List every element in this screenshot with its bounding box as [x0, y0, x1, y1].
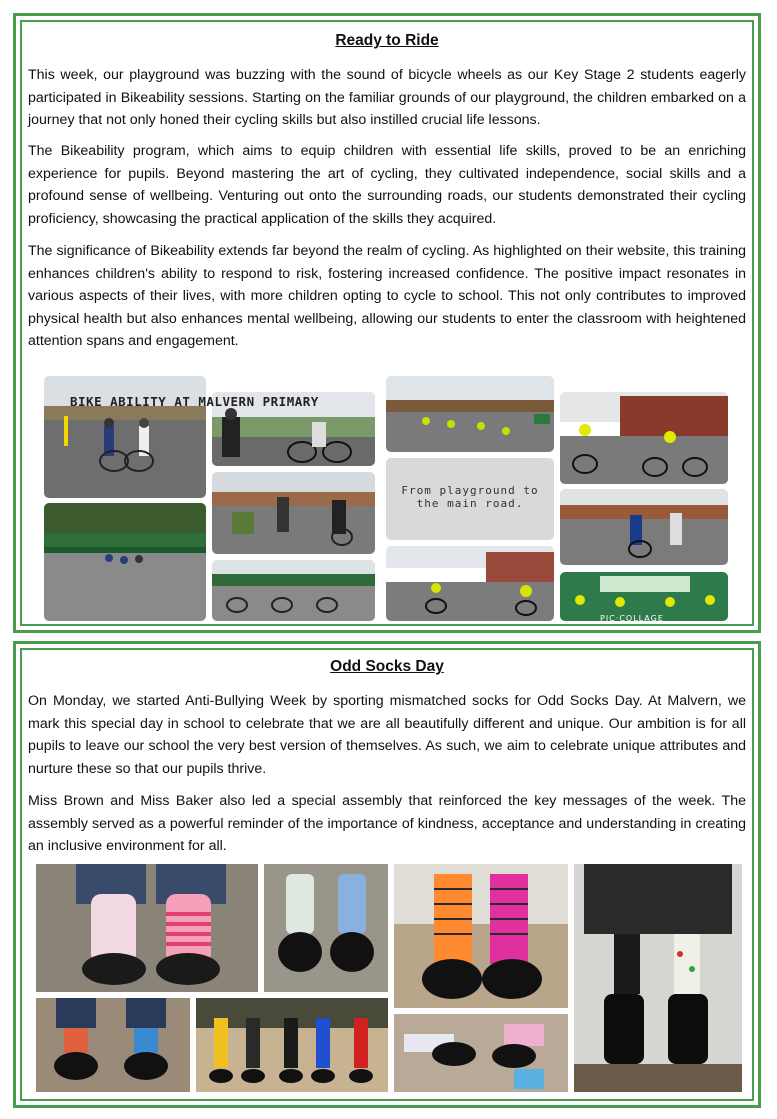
- collage-caption: From playground to the main road.: [401, 484, 539, 510]
- paragraph: The significance of Bikeability extends far beyond the realm of cycling. As highlighted on their website, this training enhances children's ability to respond to risk, fostering increased confidence. The positive impact resonates in various aspects of their lives, with more children opting to cycle to school. This not only contributes to improved physical health but also enhances mental wellbeing, allowing our students to enter the classroom with heightened attention spans and engagement.: [28, 243, 746, 350]
- paragraph: This week, our playground was buzzing with the sound of bicycle wheels as our Key Stage 2 students eagerly participated in Bikeability sessions. Starting on the familiar grounds of our playground, the children embarked on a journey that not only honed their cycling skills but also instilled crucial life lessons.: [28, 67, 746, 129]
- collage-photo: [264, 864, 388, 992]
- collage-photo: [196, 998, 388, 1092]
- collage-photo: [212, 472, 375, 554]
- collage-photo: [386, 546, 554, 621]
- collage-photo: [560, 489, 728, 565]
- collage-photo: [394, 1014, 568, 1092]
- collage-photo: [574, 864, 742, 1092]
- collage-title: BIKE ABILITY AT MALVERN PRIMARY: [70, 394, 319, 409]
- paragraph: On Monday, we started Anti-Bullying Week by sporting mismatched socks for Odd Socks Day. At Malvern, we mark this special day in school to celebrate that we are all beautifully different and unique. Our ambition is for all pupils to leave our school the very best version of themselves. As such, we aim to celebrate unique attributes and nurture these so that our pupils thrive.: [28, 693, 746, 777]
- collage-caption-tile: [386, 458, 554, 540]
- odd-socks-section: [13, 641, 761, 1108]
- collage-photo: [386, 376, 554, 452]
- section-title: Ready to Ride: [335, 32, 439, 49]
- bikeability-photo-collage: [40, 376, 740, 626]
- collage-photo: [212, 560, 375, 621]
- collage-photo: [36, 998, 190, 1092]
- section-title: Odd Socks Day: [330, 658, 444, 675]
- collage-photo: [560, 392, 728, 484]
- paragraph: Miss Brown and Miss Baker also led a special assembly that reinforced the key messages of the week. The assembly served as a powerful reminder of the importance of kindness, acceptance and understanding in creating an inclusive environment for all.: [28, 793, 746, 855]
- paragraph: The Bikeability program, which aims to equip children with essential life skills, proved to be an enriching experience for pupils. Beyond mastering the art of cycling, they cultivated independence, social skills and a profound sense of wellbeing. Venturing out onto the surrounding roads, our students demonstrated their cycling proficiency, showcasing the practical application of the skills they acquired.: [28, 143, 746, 227]
- bikeability-section: [13, 13, 761, 633]
- collage-photo: [394, 864, 568, 1008]
- collage-photo: [44, 503, 206, 621]
- collage-watermark: PIC·COLLAGE: [600, 614, 664, 623]
- collage-photo: [36, 864, 258, 992]
- odd-socks-photo-collage: [36, 864, 742, 1092]
